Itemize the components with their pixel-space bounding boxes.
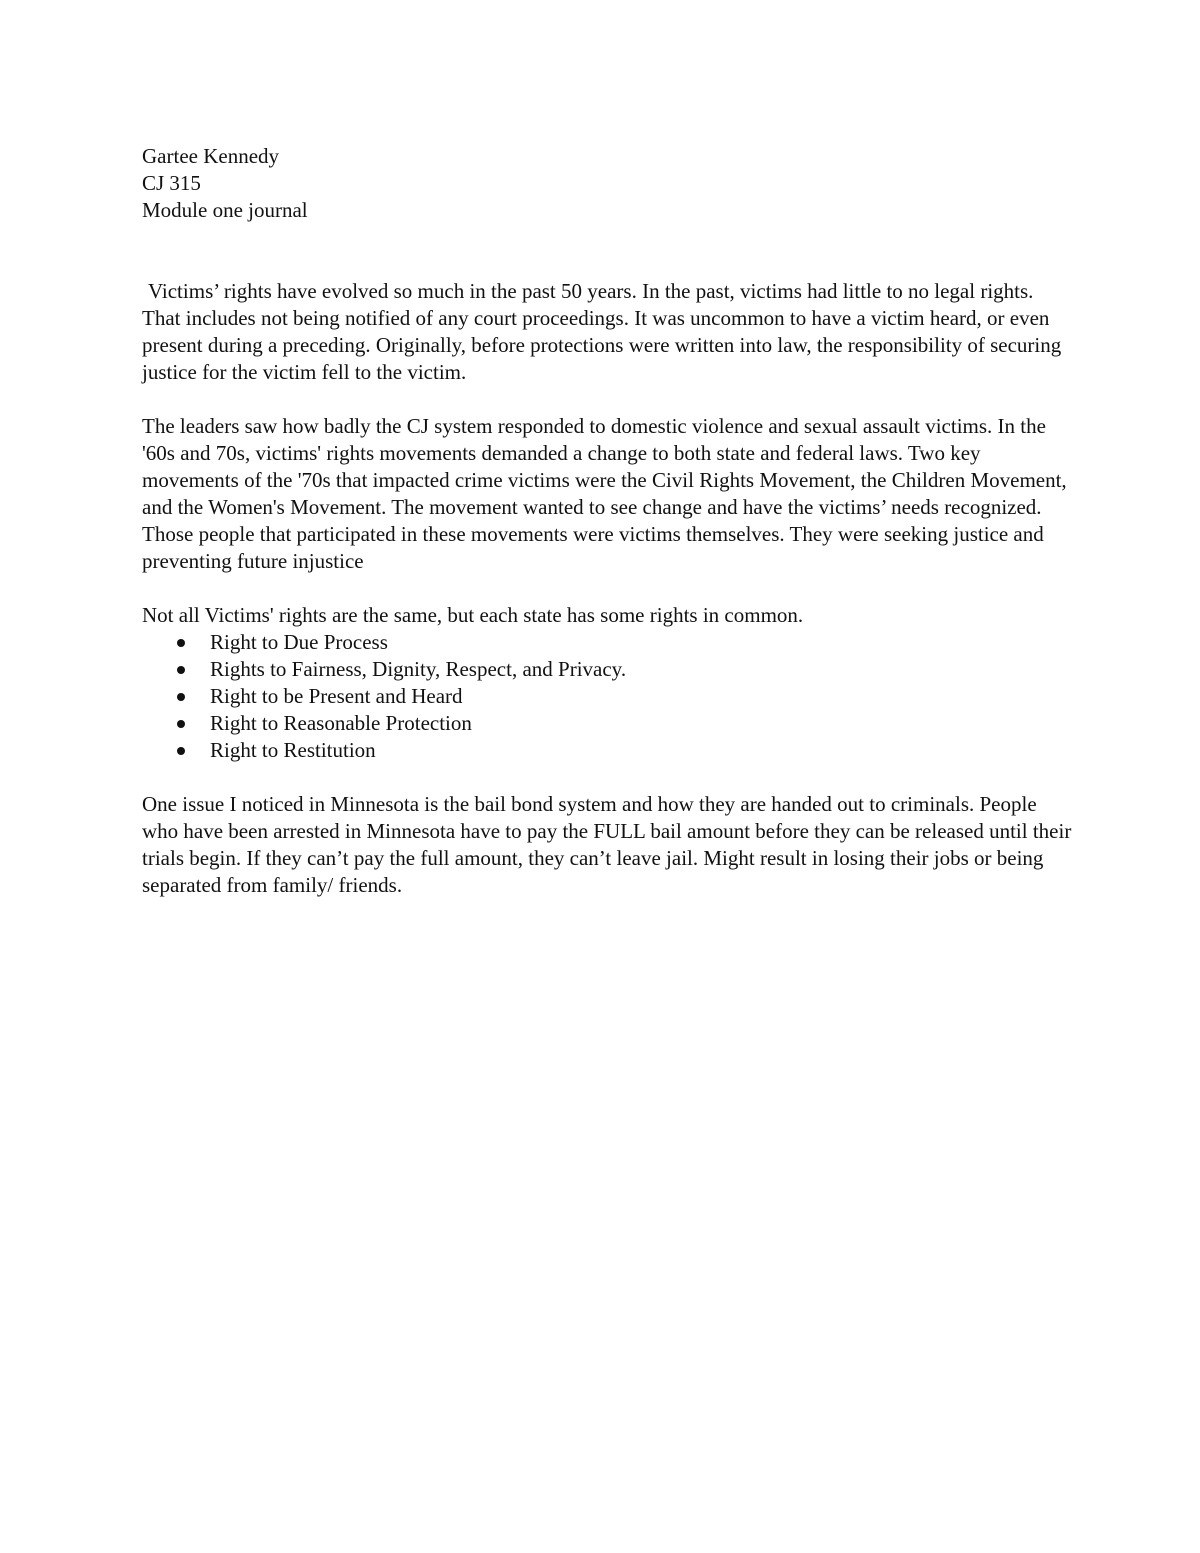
document-body (142, 143, 1072, 926)
list-item (142, 737, 1072, 764)
bullet-icon (177, 693, 185, 701)
list-item-label: Right to be Present and Heard (210, 684, 463, 708)
paragraph-bail-bond-issue: One issue I noticed in Minnesota is the bail bond system and how they are handed out to criminals. People who have been arrested in Minnesota have to pay the FULL bail amount before they can be released until their trials begin. If they can’t pay the full amount, they can’t leave jail. Might result in losing their jobs or being separated from family/ friends. (142, 792, 1072, 897)
list-item (142, 656, 1072, 683)
bullet-icon (177, 747, 185, 755)
list-item-label: Rights to Fairness, Dignity, Respect, and Privacy. (210, 657, 627, 681)
bullet-icon (177, 639, 185, 647)
list-item-label: Right to Due Process (210, 630, 388, 654)
list-item (142, 683, 1072, 710)
rights-list (142, 629, 1072, 764)
assignment-title: Module one journal (142, 198, 308, 222)
bullet-icon (177, 720, 185, 728)
bullet-icon (177, 666, 185, 674)
paragraph-rights-movements: The leaders saw how badly the CJ system responded to domestic violence and sexual assault victims. In the '60s and 70s, victims' rights movements demanded a change to both state and federal laws. Two key movements of the '70s that impacted crime victims were the Civil Rights Movement, the Children Movement, and the Women's Movement. The movement wanted to see change and have the victims’ needs recognized. Those people that participated in these movements were victims themselves. They were seeking justice and preventing future injustice (142, 414, 1067, 573)
author-name: Gartee Kennedy (142, 144, 280, 168)
list-item-label: Right to Reasonable Protection (210, 711, 472, 735)
header-spacer (142, 224, 1072, 278)
list-item (142, 629, 1072, 656)
list-item (142, 710, 1072, 737)
course-code: CJ 315 (142, 171, 201, 195)
rights-list-intro: Not all Victims' rights are the same, but each state has some rights in common. (142, 603, 804, 627)
list-item-label: Right to Restitution (210, 738, 376, 762)
document-header (142, 143, 1072, 224)
paragraph-victims-rights-history: Victims’ rights have evolved so much in the past 50 years. In the past, victims had little to no legal rights. That includes not being notified of any court proceedings. It was uncommon to have a victim heard, or even present during a preceding. Originally, before protections were written into law, the responsibility of securing justice for the victim fell to the victim. (142, 279, 1062, 384)
